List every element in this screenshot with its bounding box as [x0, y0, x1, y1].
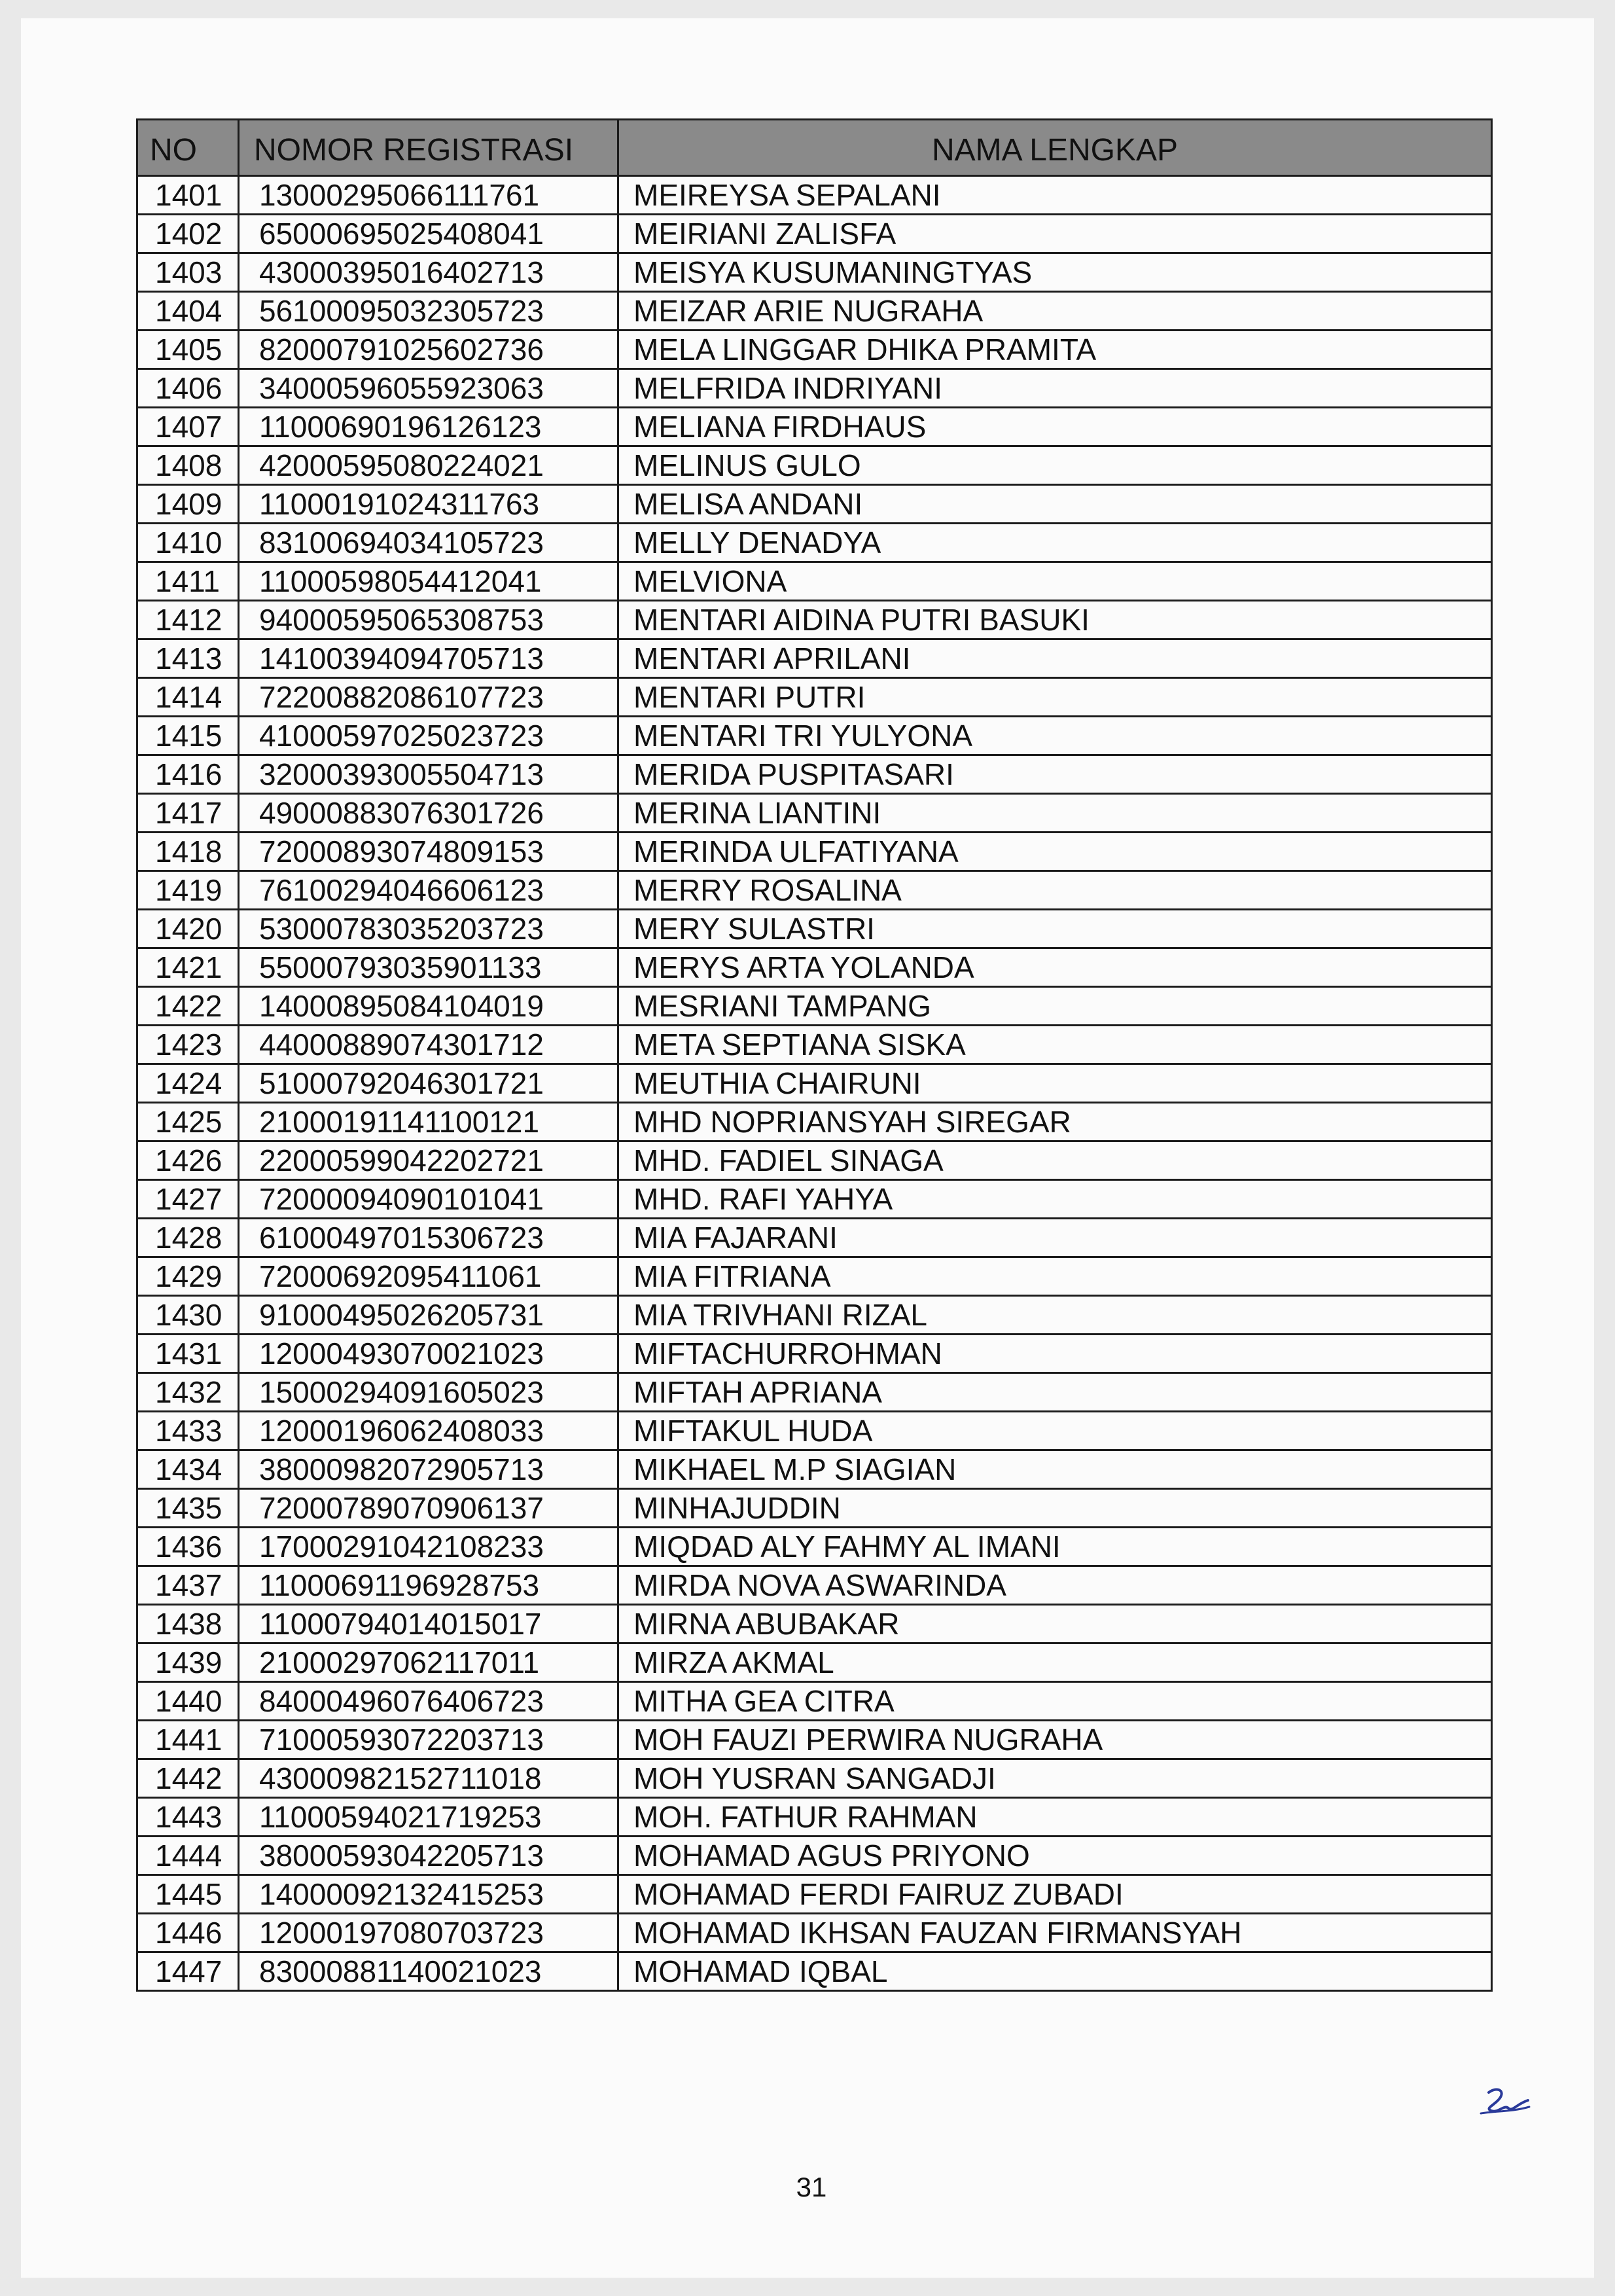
row-nomor-registrasi: 11000690196126123: [239, 408, 618, 446]
row-nomor-registrasi: 51000792046301721: [239, 1064, 618, 1103]
row-nomor-registrasi: 42000595080224021: [239, 446, 618, 485]
row-nama-lengkap: MELFRIDA INDRIYANI: [618, 369, 1492, 408]
row-nama-lengkap: MIQDAD ALY FAHMY AL IMANI: [618, 1528, 1492, 1566]
row-nama-lengkap: MEUTHIA CHAIRUNI: [618, 1064, 1492, 1103]
table-row: [137, 1450, 1492, 1489]
row-no: 1438: [137, 1605, 239, 1643]
row-nomor-registrasi: 53000783035203723: [239, 910, 618, 948]
header-nomor-registrasi: NOMOR REGISTRASI: [239, 120, 618, 176]
row-nama-lengkap: MIRZA AKMAL: [618, 1643, 1492, 1682]
header-nama-lengkap: NAMA LENGKAP: [618, 120, 1492, 176]
table-row: [137, 948, 1492, 987]
row-nomor-registrasi: 82000791025602736: [239, 331, 618, 369]
row-nomor-registrasi: 83000881140021023: [239, 1952, 618, 1991]
row-no: 1412: [137, 601, 239, 639]
row-nama-lengkap: MIRNA ABUBAKAR: [618, 1605, 1492, 1643]
row-nama-lengkap: MERRY ROSALINA: [618, 871, 1492, 910]
registration-table: [136, 118, 1493, 1992]
row-nomor-registrasi: 12000196062408033: [239, 1412, 618, 1450]
row-nama-lengkap: MOHAMAD IKHSAN FAUZAN FIRMANSYAH: [618, 1914, 1492, 1952]
table-row: [137, 1721, 1492, 1759]
row-no: 1417: [137, 794, 239, 833]
table-row: [137, 1219, 1492, 1257]
table-row: [137, 1141, 1492, 1180]
table-row: [137, 1026, 1492, 1064]
row-nama-lengkap: MELISA ANDANI: [618, 485, 1492, 524]
row-no: 1409: [137, 485, 239, 524]
row-nama-lengkap: MOHAMAD IQBAL: [618, 1952, 1492, 1991]
table-row: [137, 871, 1492, 910]
table-row: [137, 369, 1492, 408]
table-row: [137, 1528, 1492, 1566]
row-nama-lengkap: MELINUS GULO: [618, 446, 1492, 485]
header-no: NO: [137, 120, 239, 176]
table-row: [137, 1759, 1492, 1798]
row-nomor-registrasi: 17000291042108233: [239, 1528, 618, 1566]
row-nomor-registrasi: 38000593042205713: [239, 1837, 618, 1875]
table-row: [137, 215, 1492, 253]
paraf-signature: [1476, 2085, 1535, 2124]
row-no: 1436: [137, 1528, 239, 1566]
row-nama-lengkap: MOH YUSRAN SANGADJI: [618, 1759, 1492, 1798]
row-no: 1423: [137, 1026, 239, 1064]
row-nama-lengkap: MIA FAJARANI: [618, 1219, 1492, 1257]
row-nomor-registrasi: 72000094090101041: [239, 1180, 618, 1219]
row-nomor-registrasi: 14100394094705713: [239, 639, 618, 678]
table-row: [137, 1373, 1492, 1412]
row-no: 1428: [137, 1219, 239, 1257]
row-nama-lengkap: META SEPTIANA SISKA: [618, 1026, 1492, 1064]
row-nomor-registrasi: 38000982072905713: [239, 1450, 618, 1489]
table-row: [137, 1643, 1492, 1682]
row-nama-lengkap: MELIANA FIRDHAUS: [618, 408, 1492, 446]
table-row: [137, 1875, 1492, 1914]
row-nama-lengkap: MIFTAH APRIANA: [618, 1373, 1492, 1412]
row-no: 1421: [137, 948, 239, 987]
table-row: [137, 1335, 1492, 1373]
table-row: [137, 1952, 1492, 1991]
row-nomor-registrasi: 72000692095411061: [239, 1257, 618, 1296]
row-nama-lengkap: MELA LINGGAR DHIKA PRAMITA: [618, 331, 1492, 369]
row-nama-lengkap: MENTARI TRI YULYONA: [618, 717, 1492, 755]
row-nama-lengkap: MENTARI APRILANI: [618, 639, 1492, 678]
row-nomor-registrasi: 72000789070906137: [239, 1489, 618, 1528]
row-no: 1430: [137, 1296, 239, 1335]
row-nomor-registrasi: 21000191141100121: [239, 1103, 618, 1141]
table-row: [137, 331, 1492, 369]
table-row: [137, 639, 1492, 678]
row-nomor-registrasi: 91000495026205731: [239, 1296, 618, 1335]
row-no: 1424: [137, 1064, 239, 1103]
table-row: [137, 1296, 1492, 1335]
row-nama-lengkap: MOH FAUZI PERWIRA NUGRAHA: [618, 1721, 1492, 1759]
row-no: 1434: [137, 1450, 239, 1489]
table-row: [137, 408, 1492, 446]
table-header-row: [137, 120, 1492, 176]
row-nomor-registrasi: 84000496076406723: [239, 1682, 618, 1721]
table-row: [137, 987, 1492, 1026]
row-nama-lengkap: MELLY DENADYA: [618, 524, 1492, 562]
row-nama-lengkap: MEIRIANI ZALISFA: [618, 215, 1492, 253]
table-row: [137, 176, 1492, 215]
row-nomor-registrasi: 21000297062117011: [239, 1643, 618, 1682]
row-nama-lengkap: MIKHAEL M.P SIAGIAN: [618, 1450, 1492, 1489]
table-row: [137, 910, 1492, 948]
row-nama-lengkap: MHD. RAFI YAHYA: [618, 1180, 1492, 1219]
row-no: 1433: [137, 1412, 239, 1450]
row-nama-lengkap: MERY SULASTRI: [618, 910, 1492, 948]
row-no: 1426: [137, 1141, 239, 1180]
table-row: [137, 794, 1492, 833]
row-nama-lengkap: MITHA GEA CITRA: [618, 1682, 1492, 1721]
table-row: [137, 1682, 1492, 1721]
row-no: 1425: [137, 1103, 239, 1141]
row-no: 1429: [137, 1257, 239, 1296]
row-nomor-registrasi: 15000294091605023: [239, 1373, 618, 1412]
row-nama-lengkap: MIRDA NOVA ASWARINDA: [618, 1566, 1492, 1605]
table-row: [137, 1605, 1492, 1643]
row-nomor-registrasi: 11000598054412041: [239, 562, 618, 601]
row-no: 1403: [137, 253, 239, 292]
row-no: 1427: [137, 1180, 239, 1219]
row-nomor-registrasi: 11000191024311763: [239, 485, 618, 524]
table-row: [137, 755, 1492, 794]
row-nama-lengkap: MHD NOPRIANSYAH SIREGAR: [618, 1103, 1492, 1141]
row-nomor-registrasi: 14000092132415253: [239, 1875, 618, 1914]
row-no: 1401: [137, 176, 239, 215]
row-nama-lengkap: MIFTACHURROHMAN: [618, 1335, 1492, 1373]
table-row: [137, 1257, 1492, 1296]
row-no: 1411: [137, 562, 239, 601]
row-no: 1443: [137, 1798, 239, 1837]
row-no: 1442: [137, 1759, 239, 1798]
row-no: 1415: [137, 717, 239, 755]
row-nomor-registrasi: 12000493070021023: [239, 1335, 618, 1373]
row-nomor-registrasi: 22000599042202721: [239, 1141, 618, 1180]
row-no: 1422: [137, 987, 239, 1026]
table-row: [137, 1837, 1492, 1875]
row-nomor-registrasi: 61000497015306723: [239, 1219, 618, 1257]
row-nomor-registrasi: 72000893074809153: [239, 833, 618, 871]
row-nomor-registrasi: 11000594021719253: [239, 1798, 618, 1837]
table-row: [137, 717, 1492, 755]
row-nama-lengkap: MHD. FADIEL SINAGA: [618, 1141, 1492, 1180]
row-no: 1406: [137, 369, 239, 408]
row-nama-lengkap: MESRIANI TAMPANG: [618, 987, 1492, 1026]
row-nomor-registrasi: 11000691196928753: [239, 1566, 618, 1605]
row-nama-lengkap: MELVIONA: [618, 562, 1492, 601]
row-nomor-registrasi: 65000695025408041: [239, 215, 618, 253]
row-nomor-registrasi: 34000596055923063: [239, 369, 618, 408]
table-row: [137, 1914, 1492, 1952]
row-nama-lengkap: MOHAMAD FERDI FAIRUZ ZUBADI: [618, 1875, 1492, 1914]
row-no: 1445: [137, 1875, 239, 1914]
row-nomor-registrasi: 71000593072203713: [239, 1721, 618, 1759]
row-no: 1439: [137, 1643, 239, 1682]
table-row: [137, 1064, 1492, 1103]
table-row: [137, 524, 1492, 562]
table-row: [137, 562, 1492, 601]
row-nama-lengkap: MEIREYSA SEPALANI: [618, 176, 1492, 215]
table-row: [137, 292, 1492, 331]
row-nama-lengkap: MINHAJUDDIN: [618, 1489, 1492, 1528]
row-nama-lengkap: MOHAMAD AGUS PRIYONO: [618, 1837, 1492, 1875]
table-row: [137, 1180, 1492, 1219]
row-nomor-registrasi: 14000895084104019: [239, 987, 618, 1026]
row-no: 1416: [137, 755, 239, 794]
row-nomor-registrasi: 13000295066111761: [239, 176, 618, 215]
row-no: 1408: [137, 446, 239, 485]
table-row: [137, 446, 1492, 485]
row-no: 1407: [137, 408, 239, 446]
table-row: [137, 678, 1492, 717]
row-no: 1410: [137, 524, 239, 562]
row-nomor-registrasi: 43000395016402713: [239, 253, 618, 292]
row-nomor-registrasi: 94000595065308753: [239, 601, 618, 639]
row-nama-lengkap: MEISYA KUSUMANINGTYAS: [618, 253, 1492, 292]
row-nomor-registrasi: 12000197080703723: [239, 1914, 618, 1952]
row-nama-lengkap: MOH. FATHUR RAHMAN: [618, 1798, 1492, 1837]
row-no: 1432: [137, 1373, 239, 1412]
table-row: [137, 1566, 1492, 1605]
row-no: 1441: [137, 1721, 239, 1759]
row-nomor-registrasi: 41000597025023723: [239, 717, 618, 755]
row-nomor-registrasi: 76100294046606123: [239, 871, 618, 910]
table-row: [137, 253, 1492, 292]
row-nama-lengkap: MENTARI PUTRI: [618, 678, 1492, 717]
row-no: 1440: [137, 1682, 239, 1721]
row-nama-lengkap: MERIDA PUSPITASARI: [618, 755, 1492, 794]
table-row: [137, 833, 1492, 871]
row-no: 1435: [137, 1489, 239, 1528]
row-nama-lengkap: MENTARI AIDINA PUTRI BASUKI: [618, 601, 1492, 639]
row-nama-lengkap: MERYS ARTA YOLANDA: [618, 948, 1492, 987]
table-row: [137, 1489, 1492, 1528]
row-nomor-registrasi: 44000889074301712: [239, 1026, 618, 1064]
row-nama-lengkap: MIFTAKUL HUDA: [618, 1412, 1492, 1450]
row-nama-lengkap: MERINA LIANTINI: [618, 794, 1492, 833]
table-row: [137, 1798, 1492, 1837]
row-nomor-registrasi: 49000883076301726: [239, 794, 618, 833]
row-no: 1431: [137, 1335, 239, 1373]
row-nama-lengkap: MIA FITRIANA: [618, 1257, 1492, 1296]
row-nomor-registrasi: 56100095032305723: [239, 292, 618, 331]
row-nomor-registrasi: 43000982152711018: [239, 1759, 618, 1798]
row-no: 1418: [137, 833, 239, 871]
row-nomor-registrasi: 32000393005504713: [239, 755, 618, 794]
table-row: [137, 485, 1492, 524]
row-no: 1404: [137, 292, 239, 331]
row-no: 1444: [137, 1837, 239, 1875]
row-nomor-registrasi: 83100694034105723: [239, 524, 618, 562]
table-row: [137, 601, 1492, 639]
row-no: 1420: [137, 910, 239, 948]
row-nama-lengkap: MERINDA ULFATIYANA: [618, 833, 1492, 871]
row-no: 1437: [137, 1566, 239, 1605]
row-nomor-registrasi: 11000794014015017: [239, 1605, 618, 1643]
row-no: 1405: [137, 331, 239, 369]
row-no: 1402: [137, 215, 239, 253]
row-no: 1414: [137, 678, 239, 717]
row-nama-lengkap: MEIZAR ARIE NUGRAHA: [618, 292, 1492, 331]
row-no: 1447: [137, 1952, 239, 1991]
page-number: 31: [796, 2172, 827, 2202]
row-no: 1446: [137, 1914, 239, 1952]
row-no: 1419: [137, 871, 239, 910]
row-nomor-registrasi: 55000793035901133: [239, 948, 618, 987]
table-row: [137, 1103, 1492, 1141]
row-nama-lengkap: MIA TRIVHANI RIZAL: [618, 1296, 1492, 1335]
row-nomor-registrasi: 72200882086107723: [239, 678, 618, 717]
table-row: [137, 1412, 1492, 1450]
row-no: 1413: [137, 639, 239, 678]
